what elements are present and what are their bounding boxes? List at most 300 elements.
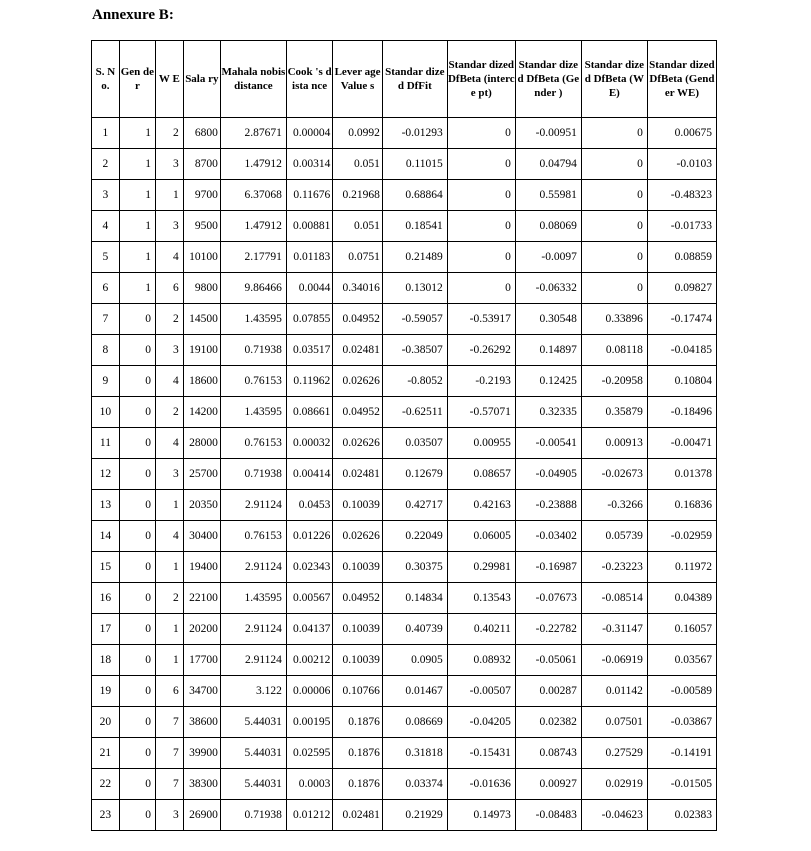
col-mahalanobis-cell: 6.37068: [220, 180, 286, 211]
col-dfbeta-we-cell: 0.07501: [581, 707, 647, 738]
col-dffit-cell: 0.21929: [382, 800, 447, 831]
col-dfbeta-gender-cell: -0.06332: [515, 273, 581, 304]
col-dfbeta-intercept-cell: 0: [447, 180, 515, 211]
col-dffit-cell: -0.59057: [382, 304, 447, 335]
col-mahalanobis-cell: 2.91124: [220, 490, 286, 521]
col-cooks-cell: 0.02595: [286, 738, 332, 769]
col-dfbeta-intercept-cell: 0: [447, 273, 515, 304]
col-we-cell: 4: [155, 521, 183, 552]
col-we-cell: 1: [155, 552, 183, 583]
col-dfbeta-we-cell: 0: [581, 211, 647, 242]
col-salary-cell: 26900: [183, 800, 220, 831]
col-dfbeta-gender-cell: -0.00541: [515, 428, 581, 459]
col-dfbeta-intercept-cell: 0: [447, 149, 515, 180]
col-leverage-cell: 0.02626: [333, 428, 383, 459]
col-cooks-cell: 0.00212: [286, 645, 332, 676]
col-dffit-cell: -0.62511: [382, 397, 447, 428]
col-dfbeta-gender-cell: -0.16987: [515, 552, 581, 583]
col-leverage-cell: 0.04952: [333, 583, 383, 614]
col-dfbeta-gender-we-cell: 0.08859: [647, 242, 716, 273]
col-salary-cell: 18600: [183, 366, 220, 397]
col-dfbeta-we-cell: 0.05739: [581, 521, 647, 552]
col-dffit-cell: 0.68864: [382, 180, 447, 211]
col-dfbeta-we-cell: 0: [581, 118, 647, 149]
col-dfbeta-gender-cell: 0.00927: [515, 769, 581, 800]
col-leverage-cell: 0.10039: [333, 552, 383, 583]
col-leverage-cell: 0.10039: [333, 490, 383, 521]
col-mahalanobis-cell: 5.44031: [220, 769, 286, 800]
table-row: [92, 428, 717, 459]
col-dfbeta-we-cell: -0.31147: [581, 614, 647, 645]
col-dfbeta-intercept-cell: -0.26292: [447, 335, 515, 366]
col-sno-cell: 17: [92, 614, 120, 645]
col-dfbeta-gender-we-header: [647, 41, 716, 118]
col-we-cell: 1: [155, 180, 183, 211]
header-label: Gen der: [120, 66, 155, 92]
col-dfbeta-we-cell: -0.3266: [581, 490, 647, 521]
col-cooks-cell: 0.00414: [286, 459, 332, 490]
table-row: [92, 459, 717, 490]
col-dffit-cell: 0.30375: [382, 552, 447, 583]
col-mahalanobis-cell: 0.76153: [220, 366, 286, 397]
col-dfbeta-gender-we-cell: 0.03567: [647, 645, 716, 676]
col-dfbeta-gender-we-cell: 0.10804: [647, 366, 716, 397]
col-gender-cell: 0: [119, 583, 155, 614]
col-gender-cell: 1: [119, 118, 155, 149]
table-row: [92, 707, 717, 738]
col-we-cell: 1: [155, 490, 183, 521]
col-salary-cell: 30400: [183, 521, 220, 552]
table-row: [92, 366, 717, 397]
col-we-header: [155, 41, 183, 118]
col-sno-cell: 22: [92, 769, 120, 800]
col-leverage-cell: 0.0751: [333, 242, 383, 273]
col-dfbeta-gender-we-cell: -0.00471: [647, 428, 716, 459]
col-dfbeta-gender-cell: -0.00951: [515, 118, 581, 149]
col-leverage-cell: 0.21968: [333, 180, 383, 211]
col-leverage-cell: 0.04952: [333, 397, 383, 428]
col-dfbeta-gender-cell: 0.00287: [515, 676, 581, 707]
col-mahalanobis-cell: 2.91124: [220, 552, 286, 583]
header-label: Standar dized DfFit: [385, 66, 445, 92]
col-leverage-cell: 0.10039: [333, 645, 383, 676]
col-dffit-cell: -0.38507: [382, 335, 447, 366]
col-mahalanobis-cell: 9.86466: [220, 273, 286, 304]
col-we-cell: 7: [155, 707, 183, 738]
col-dfbeta-gender-we-cell: -0.01505: [647, 769, 716, 800]
col-gender-header: [119, 41, 155, 118]
col-mahalanobis-cell: 3.122: [220, 676, 286, 707]
header-row: [92, 41, 717, 118]
col-gender-cell: 1: [119, 242, 155, 273]
col-dfbeta-gender-we-cell: -0.18496: [647, 397, 716, 428]
col-cooks-cell: 0.00314: [286, 149, 332, 180]
col-gender-cell: 0: [119, 645, 155, 676]
col-salary-cell: 14200: [183, 397, 220, 428]
col-sno-cell: 1: [92, 118, 120, 149]
col-dfbeta-gender-we-cell: 0.16057: [647, 614, 716, 645]
col-we-cell: 3: [155, 211, 183, 242]
col-cooks-cell: 0.01226: [286, 521, 332, 552]
col-gender-cell: 1: [119, 273, 155, 304]
col-we-cell: 2: [155, 304, 183, 335]
col-dffit-cell: 0.12679: [382, 459, 447, 490]
col-mahalanobis-cell: 0.71938: [220, 335, 286, 366]
col-dfbeta-gender-we-cell: 0.11972: [647, 552, 716, 583]
col-gender-cell: 0: [119, 769, 155, 800]
col-salary-cell: 6800: [183, 118, 220, 149]
col-we-cell: 2: [155, 118, 183, 149]
col-dfbeta-gender-cell: -0.05061: [515, 645, 581, 676]
col-dffit-cell: -0.8052: [382, 366, 447, 397]
col-gender-cell: 0: [119, 614, 155, 645]
col-dfbeta-intercept-cell: 0.08657: [447, 459, 515, 490]
col-mahalanobis-cell: 1.43595: [220, 583, 286, 614]
col-leverage-cell: 0.0992: [333, 118, 383, 149]
col-mahalanobis-cell: 0.76153: [220, 521, 286, 552]
col-salary-cell: 9500: [183, 211, 220, 242]
col-dfbeta-we-cell: 0.08118: [581, 335, 647, 366]
table-body: [92, 118, 717, 831]
col-gender-cell: 0: [119, 397, 155, 428]
col-sno-cell: 10: [92, 397, 120, 428]
col-dfbeta-intercept-cell: -0.01636: [447, 769, 515, 800]
col-mahalanobis-cell: 5.44031: [220, 738, 286, 769]
col-sno-cell: 18: [92, 645, 120, 676]
col-salary-cell: 8700: [183, 149, 220, 180]
col-dfbeta-gender-we-cell: -0.48323: [647, 180, 716, 211]
col-we-cell: 3: [155, 800, 183, 831]
col-cooks-cell: 0.00567: [286, 583, 332, 614]
table-row: [92, 800, 717, 831]
col-cooks-cell: 0.00006: [286, 676, 332, 707]
col-salary-cell: 14500: [183, 304, 220, 335]
col-cooks-cell: 0.02343: [286, 552, 332, 583]
col-we-cell: 6: [155, 273, 183, 304]
col-mahalanobis-cell: 1.43595: [220, 397, 286, 428]
col-salary-cell: 38600: [183, 707, 220, 738]
col-dfbeta-we-cell: -0.23223: [581, 552, 647, 583]
col-dfbeta-gender-we-cell: -0.14191: [647, 738, 716, 769]
col-gender-cell: 0: [119, 428, 155, 459]
table-row: [92, 521, 717, 552]
header-label: W E: [158, 73, 180, 85]
col-mahalanobis-cell: 1.43595: [220, 304, 286, 335]
table-row: [92, 304, 717, 335]
col-leverage-cell: 0.02626: [333, 366, 383, 397]
col-cooks-cell: 0.0003: [286, 769, 332, 800]
table-row: [92, 149, 717, 180]
col-sno-cell: 12: [92, 459, 120, 490]
header-label: Lever age Value s: [334, 66, 381, 92]
table-row: [92, 490, 717, 521]
col-gender-cell: 0: [119, 459, 155, 490]
col-dfbeta-gender-cell: -0.08483: [515, 800, 581, 831]
table-row: [92, 335, 717, 366]
col-dfbeta-gender-cell: 0.08743: [515, 738, 581, 769]
header-label: Cook 's dista nce: [287, 66, 332, 92]
col-dffit-cell: 0.18541: [382, 211, 447, 242]
col-dfbeta-intercept-cell: -0.53917: [447, 304, 515, 335]
col-mahalanobis-cell: 0.76153: [220, 428, 286, 459]
col-sno-cell: 21: [92, 738, 120, 769]
table-row: [92, 273, 717, 304]
table-row: [92, 552, 717, 583]
col-dffit-cell: 0.0905: [382, 645, 447, 676]
col-dffit-cell: 0.08669: [382, 707, 447, 738]
col-dfbeta-gender-cell: 0.04794: [515, 149, 581, 180]
col-dfbeta-gender-we-cell: 0.00675: [647, 118, 716, 149]
table-row: [92, 180, 717, 211]
col-salary-cell: 22100: [183, 583, 220, 614]
col-sno-cell: 3: [92, 180, 120, 211]
col-cooks-cell: 0.11962: [286, 366, 332, 397]
col-sno-cell: 7: [92, 304, 120, 335]
col-dfbeta-gender-cell: -0.04905: [515, 459, 581, 490]
col-dfbeta-gender-cell: 0.12425: [515, 366, 581, 397]
col-salary-cell: 19100: [183, 335, 220, 366]
col-mahalanobis-header: [220, 41, 286, 118]
table-row: [92, 397, 717, 428]
col-sno-cell: 15: [92, 552, 120, 583]
col-gender-cell: 0: [119, 800, 155, 831]
col-sno-cell: 19: [92, 676, 120, 707]
col-dfbeta-gender-cell: -0.23888: [515, 490, 581, 521]
col-we-cell: 2: [155, 397, 183, 428]
col-salary-cell: 9800: [183, 273, 220, 304]
col-gender-cell: 0: [119, 707, 155, 738]
col-dffit-cell: 0.22049: [382, 521, 447, 552]
col-dfbeta-gender-we-cell: -0.00589: [647, 676, 716, 707]
col-we-cell: 3: [155, 149, 183, 180]
col-gender-cell: 0: [119, 304, 155, 335]
col-dffit-cell: 0.21489: [382, 242, 447, 273]
col-salary-cell: 19400: [183, 552, 220, 583]
col-dfbeta-intercept-cell: 0.00955: [447, 428, 515, 459]
col-dffit-cell: 0.03507: [382, 428, 447, 459]
col-sno-cell: 8: [92, 335, 120, 366]
col-cooks-cell: 0.00881: [286, 211, 332, 242]
col-dfbeta-we-cell: -0.20958: [581, 366, 647, 397]
table-row: [92, 676, 717, 707]
header-label: Standar dized DfBeta (WE): [584, 59, 645, 99]
col-sno-cell: 16: [92, 583, 120, 614]
col-dfbeta-we-cell: -0.06919: [581, 645, 647, 676]
col-leverage-cell: 0.02481: [333, 800, 383, 831]
col-salary-cell: 28000: [183, 428, 220, 459]
col-dffit-cell: 0.13012: [382, 273, 447, 304]
col-we-cell: 1: [155, 645, 183, 676]
col-cooks-cell: 0.01183: [286, 242, 332, 273]
col-dffit-cell: -0.01293: [382, 118, 447, 149]
col-leverage-cell: 0.34016: [333, 273, 383, 304]
col-dfbeta-intercept-cell: 0.06005: [447, 521, 515, 552]
col-gender-cell: 0: [119, 738, 155, 769]
col-dfbeta-gender-we-cell: 0.02383: [647, 800, 716, 831]
col-leverage-header: [333, 41, 383, 118]
col-dfbeta-intercept-cell: 0: [447, 242, 515, 273]
col-cooks-cell: 0.01212: [286, 800, 332, 831]
col-sno-cell: 20: [92, 707, 120, 738]
col-dfbeta-we-cell: -0.02673: [581, 459, 647, 490]
col-cooks-cell: 0.00004: [286, 118, 332, 149]
col-dffit-cell: 0.42717: [382, 490, 447, 521]
col-dfbeta-intercept-cell: 0.14973: [447, 800, 515, 831]
col-dffit-cell: 0.31818: [382, 738, 447, 769]
col-dffit-cell: 0.11015: [382, 149, 447, 180]
col-we-cell: 3: [155, 335, 183, 366]
annexure-table: [91, 40, 717, 831]
col-cooks-cell: 0.07855: [286, 304, 332, 335]
col-dffit-cell: 0.14834: [382, 583, 447, 614]
col-mahalanobis-cell: 0.71938: [220, 800, 286, 831]
table-row: [92, 614, 717, 645]
col-gender-cell: 0: [119, 552, 155, 583]
col-dfbeta-we-cell: -0.04623: [581, 800, 647, 831]
col-dfbeta-gender-we-cell: -0.17474: [647, 304, 716, 335]
table-row: [92, 645, 717, 676]
col-cooks-cell: 0.11676: [286, 180, 332, 211]
col-dfbeta-gender-we-cell: 0.04389: [647, 583, 716, 614]
col-leverage-cell: 0.051: [333, 149, 383, 180]
col-leverage-cell: 0.10766: [333, 676, 383, 707]
col-mahalanobis-cell: 1.47912: [220, 211, 286, 242]
col-cooks-cell: 0.00032: [286, 428, 332, 459]
col-mahalanobis-cell: 2.87671: [220, 118, 286, 149]
col-we-cell: 1: [155, 614, 183, 645]
col-we-cell: 4: [155, 242, 183, 273]
col-dffit-cell: 0.40739: [382, 614, 447, 645]
col-dfbeta-intercept-cell: 0: [447, 118, 515, 149]
col-dfbeta-gender-cell: 0.32335: [515, 397, 581, 428]
col-salary-cell: 38300: [183, 769, 220, 800]
table-row: [92, 118, 717, 149]
col-cooks-header: [286, 41, 332, 118]
col-leverage-cell: 0.04952: [333, 304, 383, 335]
col-dfbeta-gender-cell: 0.14897: [515, 335, 581, 366]
col-salary-header: [183, 41, 220, 118]
col-gender-cell: 1: [119, 211, 155, 242]
col-dfbeta-we-cell: -0.08514: [581, 583, 647, 614]
col-we-cell: 2: [155, 583, 183, 614]
col-dfbeta-we-cell: 0: [581, 180, 647, 211]
col-leverage-cell: 0.1876: [333, 738, 383, 769]
col-dfbeta-we-cell: 0.01142: [581, 676, 647, 707]
col-dfbeta-we-cell: 0.27529: [581, 738, 647, 769]
col-dfbeta-intercept-cell: 0.13543: [447, 583, 515, 614]
col-salary-cell: 25700: [183, 459, 220, 490]
table-row: [92, 211, 717, 242]
col-sno-cell: 6: [92, 273, 120, 304]
col-dfbeta-gender-cell: -0.07673: [515, 583, 581, 614]
col-dfbeta-gender-header: [515, 41, 581, 118]
col-salary-cell: 9700: [183, 180, 220, 211]
col-gender-cell: 1: [119, 149, 155, 180]
col-dfbeta-intercept-cell: -0.00507: [447, 676, 515, 707]
col-mahalanobis-cell: 0.71938: [220, 459, 286, 490]
col-sno-cell: 23: [92, 800, 120, 831]
header-label: Mahala nobis distance: [221, 66, 286, 92]
col-dfbeta-intercept-cell: -0.15431: [447, 738, 515, 769]
col-sno-cell: 14: [92, 521, 120, 552]
col-we-cell: 4: [155, 428, 183, 459]
col-dfbeta-we-cell: 0: [581, 242, 647, 273]
table-row: [92, 738, 717, 769]
col-mahalanobis-cell: 2.91124: [220, 645, 286, 676]
col-gender-cell: 0: [119, 366, 155, 397]
col-dfbeta-gender-cell: -0.22782: [515, 614, 581, 645]
col-sno-cell: 9: [92, 366, 120, 397]
col-salary-cell: 20350: [183, 490, 220, 521]
col-dfbeta-we-cell: 0.35879: [581, 397, 647, 428]
col-mahalanobis-cell: 1.47912: [220, 149, 286, 180]
col-dfbeta-intercept-cell: 0.08932: [447, 645, 515, 676]
col-salary-cell: 34700: [183, 676, 220, 707]
col-dfbeta-gender-cell: 0.55981: [515, 180, 581, 211]
col-dffit-cell: 0.03374: [382, 769, 447, 800]
col-dfbeta-gender-cell: 0.08069: [515, 211, 581, 242]
col-gender-cell: 0: [119, 490, 155, 521]
col-dfbeta-we-cell: 0: [581, 149, 647, 180]
col-cooks-cell: 0.0453: [286, 490, 332, 521]
col-dfbeta-intercept-cell: -0.04205: [447, 707, 515, 738]
col-dfbeta-intercept-cell: 0: [447, 211, 515, 242]
col-gender-cell: 0: [119, 676, 155, 707]
col-salary-cell: 10100: [183, 242, 220, 273]
col-leverage-cell: 0.1876: [333, 707, 383, 738]
col-gender-cell: 1: [119, 180, 155, 211]
page-title: Annexure B:: [92, 7, 174, 23]
col-gender-cell: 0: [119, 335, 155, 366]
col-we-cell: 6: [155, 676, 183, 707]
col-dffit-header: [382, 41, 447, 118]
col-dfbeta-gender-cell: -0.0097: [515, 242, 581, 273]
col-dfbeta-we-header: [581, 41, 647, 118]
col-we-cell: 4: [155, 366, 183, 397]
col-we-cell: 3: [155, 459, 183, 490]
col-dfbeta-intercept-cell: 0.29981: [447, 552, 515, 583]
table-row: [92, 769, 717, 800]
col-dfbeta-intercept-cell: -0.57071: [447, 397, 515, 428]
col-leverage-cell: 0.02481: [333, 335, 383, 366]
col-cooks-cell: 0.08661: [286, 397, 332, 428]
col-dfbeta-gender-we-cell: 0.09827: [647, 273, 716, 304]
col-sno-cell: 11: [92, 428, 120, 459]
col-gender-cell: 0: [119, 521, 155, 552]
col-leverage-cell: 0.051: [333, 211, 383, 242]
col-salary-cell: 39900: [183, 738, 220, 769]
col-dfbeta-intercept-cell: 0.40211: [447, 614, 515, 645]
col-dfbeta-we-cell: 0: [581, 273, 647, 304]
col-dfbeta-gender-we-cell: 0.01378: [647, 459, 716, 490]
table-row: [92, 242, 717, 273]
col-leverage-cell: 0.02626: [333, 521, 383, 552]
col-mahalanobis-cell: 2.17791: [220, 242, 286, 273]
col-dfbeta-gender-we-cell: -0.01733: [647, 211, 716, 242]
col-dfbeta-gender-cell: -0.03402: [515, 521, 581, 552]
col-dfbeta-intercept-header: [447, 41, 515, 118]
col-sno-cell: 5: [92, 242, 120, 273]
header-label: Sala ry: [185, 73, 219, 85]
col-mahalanobis-cell: 2.91124: [220, 614, 286, 645]
col-sno-cell: 4: [92, 211, 120, 242]
header-label: Standar dized DfBeta (interce pt): [447, 59, 515, 99]
col-salary-cell: 20200: [183, 614, 220, 645]
col-dfbeta-gender-cell: 0.30548: [515, 304, 581, 335]
col-leverage-cell: 0.02481: [333, 459, 383, 490]
col-dfbeta-intercept-cell: -0.2193: [447, 366, 515, 397]
col-cooks-cell: 0.04137: [286, 614, 332, 645]
